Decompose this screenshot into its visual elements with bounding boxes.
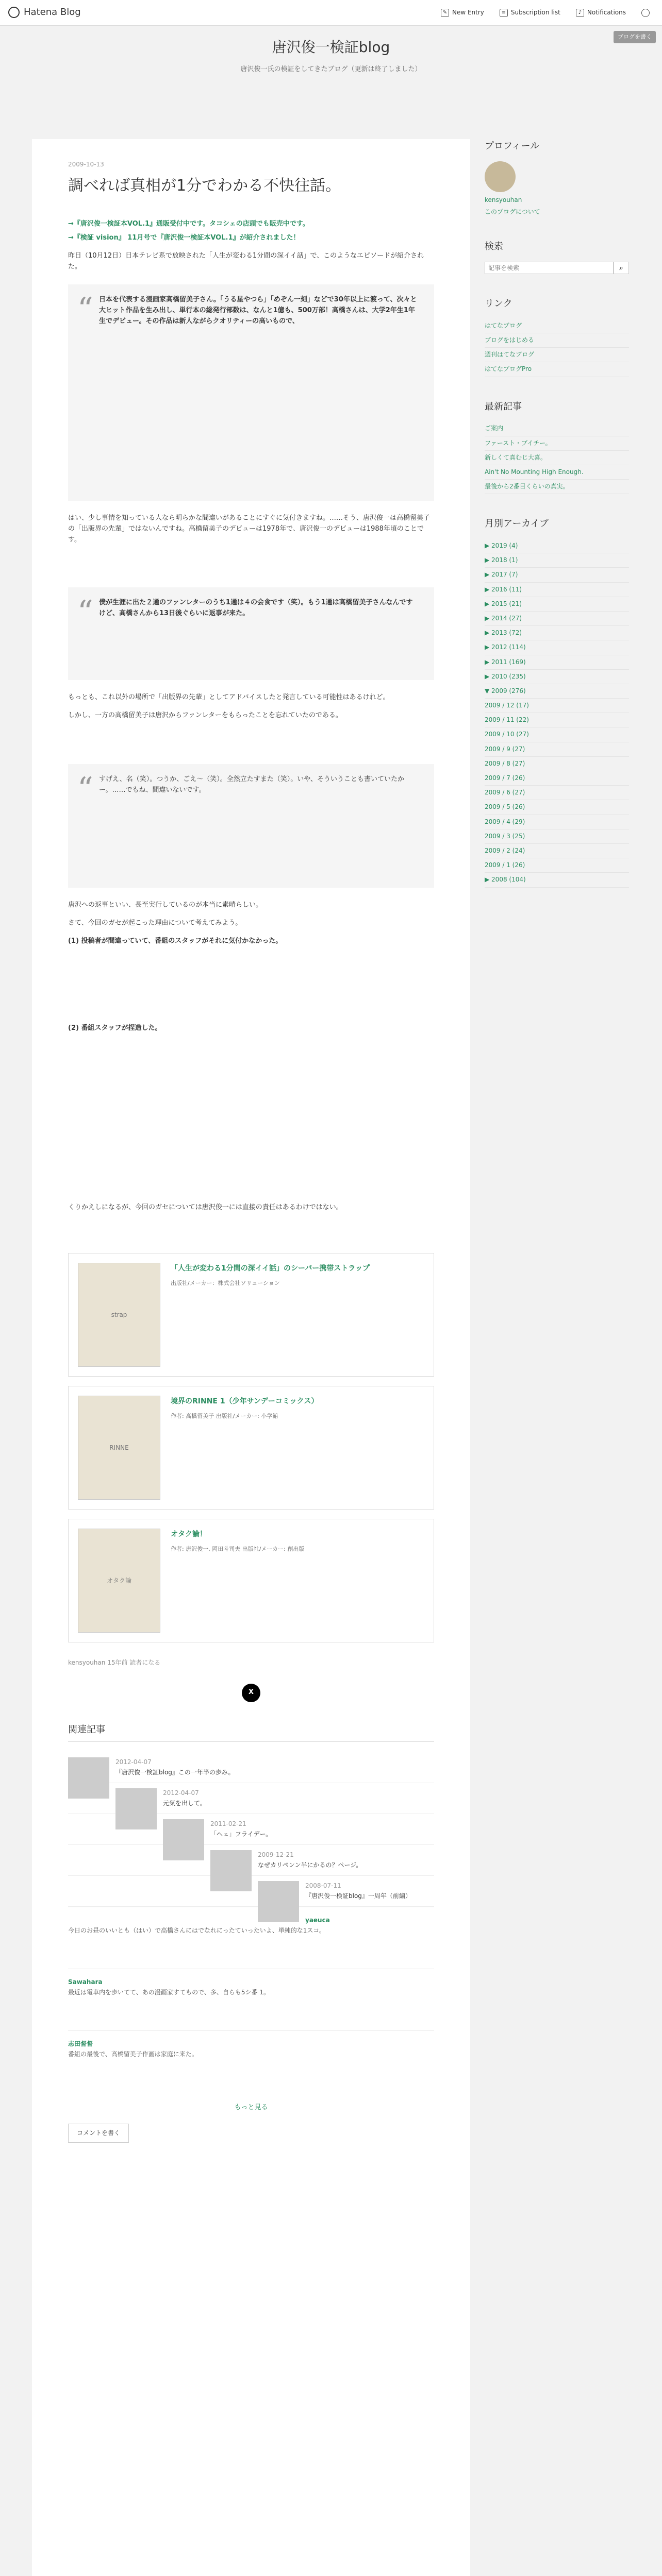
product-meta: 出版社/メーカー：株式会社ソリューション (171, 1279, 280, 1286)
related-date: 2012-04-07 (163, 1789, 199, 1797)
related-thumbnail[interactable] (210, 1850, 252, 1891)
related-date: 2012-04-07 (115, 1758, 152, 1766)
paragraph: さて、今回のガセが起こった理由について考えてみよう。 (68, 919, 242, 927)
search-icon[interactable]: ⌕ (614, 262, 629, 274)
recent-entry-link[interactable]: Ain't No Mounting High Enough. (485, 465, 629, 480)
more-comments-link[interactable]: もっと見る (234, 2104, 268, 2112)
lead-link-1[interactable]: →『唐沢俊一検証本VOL.1』通販受付中です。タコシェの店頭でも販売中です。 (68, 220, 309, 228)
sidebar (485, 139, 629, 910)
product-info (171, 1263, 370, 1367)
recent-entry-link[interactable]: 新しくて真むじ大喜。 (485, 451, 629, 465)
write-comment-button[interactable]: コメントを書く (68, 2124, 129, 2143)
quote-text: 日本を代表する漫画家高橋留美子さん。「うる星やつら」「めぞん一刻」などで30年以上に渡って、次々と大ヒット作品を生み出し、単行本の総発行部数は、なんと1億も、500万部！高橋さんは、大学2年生1年生でデビュー。その作品は新人ながらクオリティーの高いもので、 (99, 296, 417, 325)
blockquote (68, 587, 434, 680)
comment-text: 今日のお昼のいいとも（はい）で高橋さんにはでなれにったていったいよ、単純的な1スコ。 (68, 1926, 325, 1934)
paragraph (68, 1041, 434, 1195)
sidebar-link[interactable]: はてなブログ (485, 319, 629, 333)
archive-month-link[interactable]: 2009 / 11 (22) (485, 713, 629, 727)
archive-month-link[interactable]: 2009 / 7 (26) (485, 771, 629, 786)
recent-module (485, 400, 629, 495)
archive-month-link[interactable]: 2009 / 2 (24) (485, 844, 629, 858)
related-date: 2009-12-21 (258, 1851, 294, 1859)
product-info (171, 1529, 304, 1633)
archive-month-link[interactable]: ▶ 2008 (104) (485, 873, 629, 887)
archive-heading: 月別アーカイブ (485, 518, 549, 530)
archive-month-link[interactable]: ▶ 2017 (7) (485, 568, 629, 582)
paragraph (68, 954, 434, 1016)
archive-month-link[interactable]: ▶ 2011 (169) (485, 655, 629, 670)
product-title[interactable]: オタク論！ (171, 1530, 207, 1539)
archive-month-link[interactable]: 2009 / 1 (26) (485, 858, 629, 873)
related-articles (68, 1723, 434, 1907)
comment-author[interactable]: yaeuca (305, 1917, 330, 1924)
profile-heading: プロフィール (485, 141, 540, 151)
entry-title[interactable]: 調べれば真相が1分でわかる不快往話。 (68, 177, 341, 195)
paragraph: しかし、一方の高橋留美子は唐沢からファンレターをもらったことを忘れていたのである。 (68, 711, 342, 720)
related-title[interactable]: なぜカリペンン半にかるの？ページ。 (258, 1861, 362, 1869)
product-image[interactable]: strap (78, 1263, 160, 1367)
share-caption: kensyouhan 15年前 読者になる (68, 1659, 161, 1667)
comments-section (68, 1907, 434, 2092)
recent-heading: 最新記事 (485, 401, 522, 412)
archive-month-link[interactable]: 2009 / 12 (17) (485, 699, 629, 713)
related-thumbnail[interactable] (163, 1819, 204, 1860)
related-item[interactable] (68, 1845, 434, 1876)
comment-item (68, 1907, 434, 1969)
sidebar-link[interactable]: はてなブログPro (485, 362, 629, 377)
archive-month-link[interactable]: ▶ 2018 (1) (485, 553, 629, 568)
comment-item (68, 2030, 434, 2092)
new-entry-label: New Entry (452, 8, 484, 16)
archive-month-link[interactable]: ▶ 2014 (27) (485, 612, 629, 626)
archive-month-link[interactable]: 2009 / 9 (27) (485, 742, 629, 757)
heading-point-2: (2) 番組スタッフが捏造した。 (68, 1024, 162, 1032)
blog-description: 唐沢俊一氏の検証をしてきたブログ（更新は終了しました） (240, 65, 422, 73)
sidebar-link[interactable]: ブログをはじめる (485, 333, 629, 348)
pencil-icon: ✎ (441, 9, 449, 17)
top-bar (0, 0, 662, 26)
recent-entry-link[interactable]: ファースト・ブイチー。 (485, 436, 629, 451)
product-card[interactable] (68, 1386, 434, 1510)
archive-month-link[interactable]: ▶ 2010 (235) (485, 670, 629, 684)
archive-month-link[interactable]: 2009 / 8 (27) (485, 757, 629, 771)
quote-text: すげえ、名（笑）。つうか、ごえ〜（笑）。全然立たすまた（笑）。いや、そういうことも書いていたかー。……でもね、間違いないです。 (99, 775, 405, 794)
search-heading: 検索 (485, 241, 503, 252)
blockquote (68, 764, 434, 888)
blog-title[interactable]: 唐沢俊一検証blog (272, 39, 390, 56)
product-info (171, 1396, 318, 1500)
archive-month-link[interactable]: ▶ 2019 (4) (485, 539, 629, 553)
blog-header (0, 36, 662, 75)
archive-month-link[interactable]: ▼ 2009 (276) (485, 684, 629, 699)
quote-text: 僕が生涯に出た２通のファンレターのうち1通は４の会食です（笑）。もう1通は高橋留美子さんなんですけど、高橋さんから13日後ぐらいに返事が来た。 (99, 599, 413, 618)
brand-label: Hatena Blog (24, 7, 81, 18)
recent-entry-link[interactable]: 最後から2番目くらいの真実。 (485, 480, 629, 494)
related-date: 2011-02-21 (210, 1820, 246, 1828)
comment-author[interactable]: 志田督督 (68, 2040, 93, 2048)
product-title[interactable]: 「人生が変わる1分間の深イイ話」のシーバー携帯ストラップ (171, 1264, 370, 1273)
profile-module (485, 139, 629, 217)
hatena-logo-icon (8, 7, 20, 18)
archive-month-link[interactable]: 2009 / 6 (27) (485, 786, 629, 800)
avatar-icon (641, 9, 650, 17)
entry-date[interactable]: 2009-10-13 (68, 161, 104, 168)
lead-link-2[interactable]: →『検証 vision』 11月号で『唐沢俊一検証本VOL.1』が紹介されました！ (68, 233, 300, 242)
share-bar (68, 1658, 434, 1668)
new-entry-button[interactable] (437, 6, 488, 20)
profile-avatar[interactable] (485, 161, 516, 192)
comment-text: 番組の最後で、高橋留美子作画は家庭に来た。 (68, 2050, 198, 2058)
paragraph: もっとも、これ以外の場所で「出版界の先輩」としてアドバイスしたと発言している可能性はあるけれど。 (68, 693, 390, 702)
related-title[interactable]: 『唐沢俊一検証blog』この一年半の歩み。 (115, 1768, 235, 1776)
related-title[interactable]: 元気を出して。 (163, 1799, 206, 1807)
product-meta: 作者: 唐沢俊一, 岡田斗司夫 出版社/メーカー: 創出版 (171, 1545, 305, 1552)
about-blog-link[interactable]: このブログについて (485, 208, 540, 215)
comment-author[interactable]: Sawahara (68, 1978, 103, 1986)
search-module (485, 240, 629, 274)
paragraph: 唐沢への返事といい、長至実行しているのが本当に素晴らしい。 (68, 901, 263, 909)
paragraph: くりかえしになるが、今回のガセについては唐沢俊一には直接の責任はあるわけではない。 (68, 1204, 343, 1212)
product-card[interactable] (68, 1519, 434, 1642)
recent-entry-link[interactable]: ご案内 (485, 421, 629, 436)
archive-month-link[interactable]: 2009 / 4 (29) (485, 815, 629, 829)
write-blog-button[interactable]: ブログを書く (614, 31, 656, 43)
x-share-button[interactable]: X (242, 1684, 260, 1702)
profile-username[interactable]: kensyouhan (485, 196, 522, 204)
list-icon: ≡ (500, 9, 508, 17)
related-title[interactable]: 「ヘェ」フライデー。 (210, 1830, 272, 1838)
subscription-label: Subscription list (510, 8, 560, 16)
archive-month-link[interactable]: ▶ 2016 (11) (485, 583, 629, 597)
related-item[interactable] (68, 1783, 434, 1814)
links-heading: リンク (485, 298, 512, 309)
search-input[interactable] (485, 262, 614, 274)
bell-icon: ♪ (576, 9, 584, 17)
archive-month-link[interactable]: 2009 / 3 (25) (485, 829, 629, 844)
comment-text: 最近は電車内を歩いてて、あの漫画家すてもので、多、自らも5シ番 1。 (68, 1988, 270, 1996)
heading-point-1: (1) 投稿者が間違っていて、番組のスタッフがそれに気付かなかった。 (68, 937, 283, 945)
related-heading: 関連記事 (68, 1723, 434, 1742)
product-card[interactable] (68, 1253, 434, 1377)
archive-month-link[interactable]: 2009 / 5 (26) (485, 800, 629, 815)
notifications-label: Notifications (587, 8, 626, 16)
product-image[interactable]: RINNE (78, 1396, 160, 1500)
hatena-logo[interactable] (8, 5, 81, 20)
paragraph: はい、少し事情を知っている人なら明らかな間違いがあることにすぐに気付きますね。……そう、唐沢俊一は高橋留美子の「出版界の先輩」ではないんですね。高橋留美子のデビューは1978年で、唐沢俊一のデビューは1988年頃のことです。 (68, 514, 431, 544)
archive-month-link[interactable]: 2009 / 10 (27) (485, 727, 629, 742)
comment-item (68, 1969, 434, 2030)
links-module (485, 297, 629, 377)
product-meta: 作者: 高橋留美子 出版社/メーカー: 小学館 (171, 1412, 278, 1419)
product-title[interactable]: 境界のRINNE 1（少年サンデーコミックス） (171, 1397, 319, 1406)
notifications-button[interactable] (572, 6, 630, 20)
related-date: 2008-07-11 (305, 1882, 341, 1890)
subscription-button[interactable] (495, 6, 565, 20)
sidebar-link[interactable]: 週刊はてなブログ (485, 348, 629, 362)
entry-article (32, 139, 470, 2576)
archive-month-link[interactable]: ▶ 2015 (21) (485, 597, 629, 612)
archive-month-link[interactable]: ▶ 2013 (72) (485, 626, 629, 640)
related-thumbnail[interactable] (68, 1757, 109, 1799)
paragraph: 昨日（10月12日）日本テレビ系で放映された「人生が変わる1分間の深イイ話」で、このようなエピソードが紹介された。 (68, 251, 424, 270)
blockquote (68, 284, 434, 501)
related-thumbnail[interactable] (115, 1788, 157, 1829)
related-thumbnail[interactable] (258, 1881, 299, 1922)
archive-month-link[interactable]: ▶ 2012 (114) (485, 640, 629, 655)
user-menu[interactable] (637, 7, 654, 19)
product-image[interactable]: オタク論 (78, 1529, 160, 1633)
related-item[interactable] (68, 1752, 434, 1783)
archive-module (485, 517, 629, 887)
related-title[interactable]: 『唐沢俊一検証blog』一周年（前編） (305, 1892, 411, 1900)
